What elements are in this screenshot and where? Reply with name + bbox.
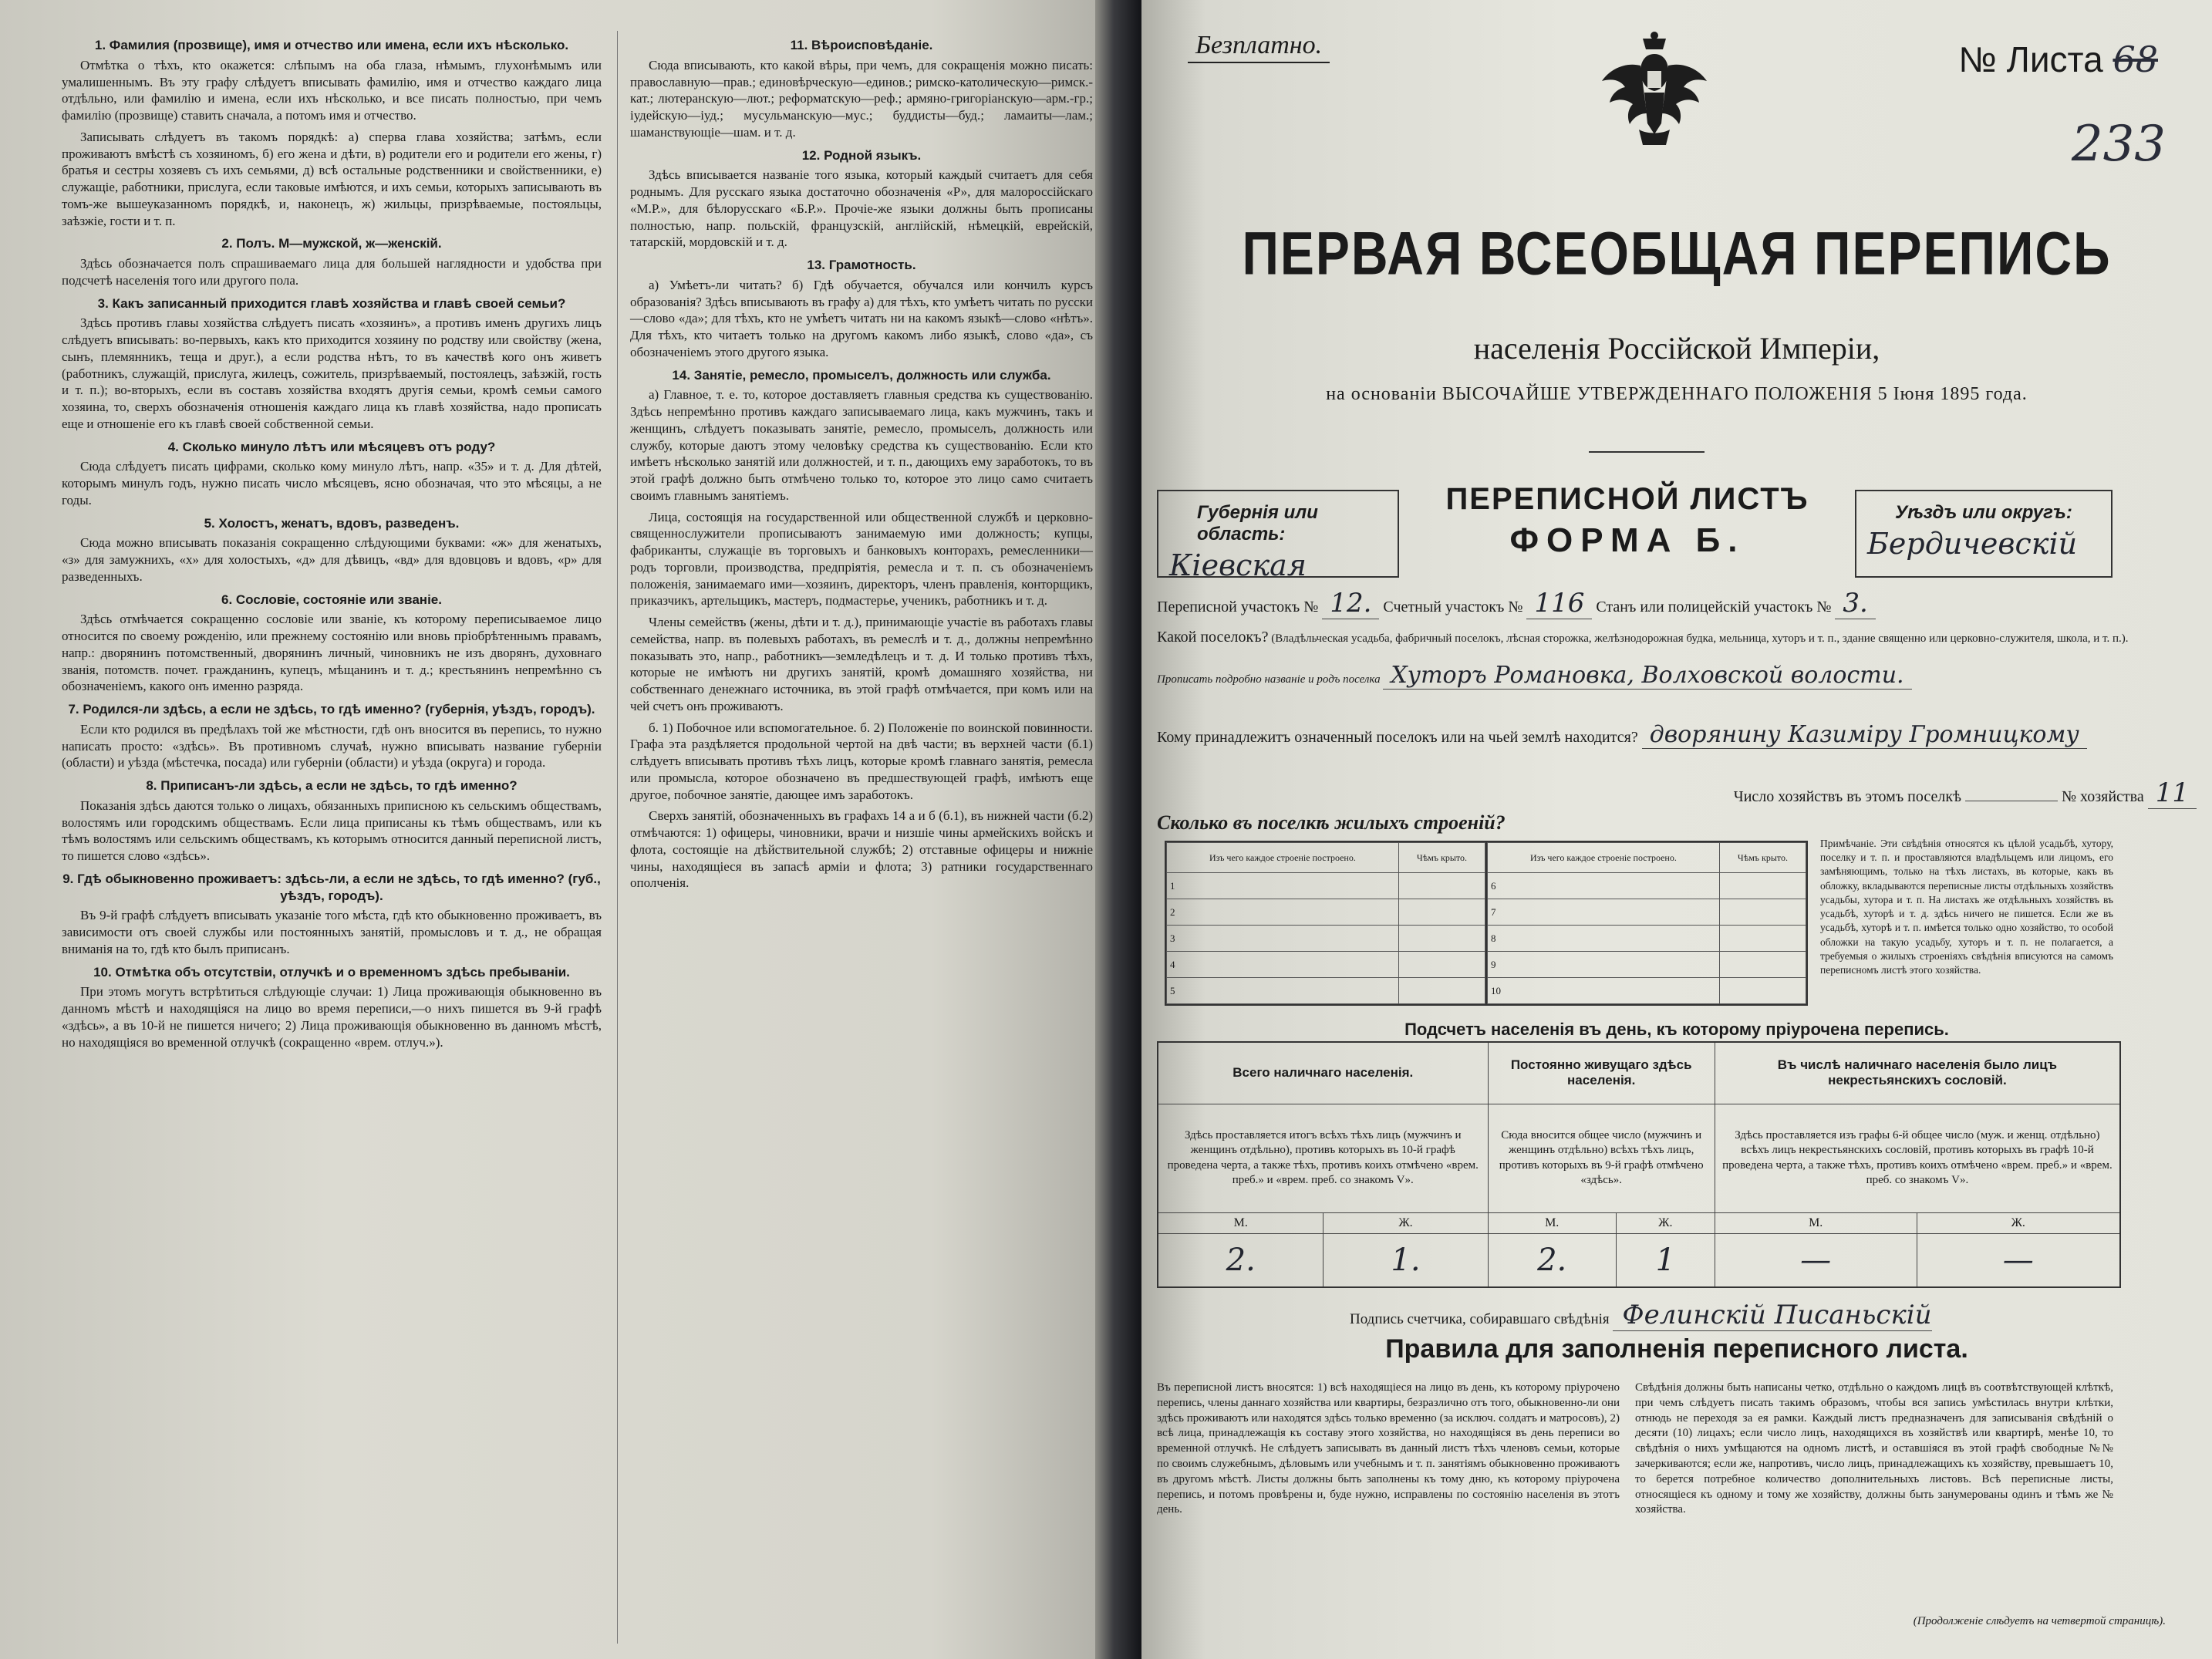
census-title: ПЕРВАЯ ВСЕОБЩАЯ ПЕРЕПИСЬ [1242,218,2112,288]
book-gutter [1095,0,1141,1659]
rule-heading: 2. Полъ. М—мужской, ж—женскій. [221,236,442,251]
census-subtitle: населенія Россійской Имперіи, [1473,331,1880,366]
row-number: 9 [1488,952,1720,978]
row-number: 4 [1167,952,1399,978]
province-value[interactable]: Кіевская [1169,548,1307,582]
rule-text: Сюда слѣдуетъ писать цифрами, сколько кому минуло лѣтъ, напр. «35» и т. д. Для дѣтей, которымъ минулъ годъ, нужно писать число мѣсяцевъ, ясно обозначая, что это мѣсяцы, а не годы. [62,459,602,507]
rule-7 [62,701,602,771]
rule-text: Здѣсь противъ главы хозяйства слѣдуетъ писать «хозяинъ», а противъ именъ другихъ лицъ слѣдуетъ вписывать: во-первыхъ, какъ кто приходится хозяину по родству или свойству (жена, сынъ, племянникъ, теща и друг.), а если родства нѣтъ, то въ качествѣ кого онъ живетъ (работникъ, служащій, прислуга, жилецъ, сожитель, призрѣваемый, постоялецъ, заѣзжій, гость и т. п.); во-вторыхъ, если въ составъ хозяйства входятъ другія семьи, кромѣ семьи самого хозяина, то, сверхъ обозначенія отношенія каждаго лица къ главѣ хозяйства, надо прописать еще и отношеніе его къ главѣ своей собственной семьи. [62,315,602,431]
present-female-value[interactable]: 1. [1323,1233,1488,1287]
rule-text: Сюда можно вписывать показанія сокращенно слѣдующими буквами: «ж» для женатыхъ, «з» для замужнихъ, «х» для холостыхъ, «д» для дѣвицъ, «вд» для вдовцовъ и вдовъ, «р» для разведенныхъ. [62,535,602,584]
settlement-answer-row [1157,662,2197,690]
row-number: 6 [1488,873,1720,899]
rule-text: Лица, состоящія на государственной или общественной службѣ и церковно-священнослужители прописываютъ занимаемую ими должность; купцы, фабриканты, служащіе въ торговыхъ и банковыхъ конторахъ, ремесленники—родъ торговли, производства, предпріятія, ремесла и т. п. съ обозначеніемъ положенія, занимаемаго ими—хозяинъ, директоръ, членъ правленія, конторщикъ, приказчикъ, артельщикъ, мастеръ, подмастерье, ученикъ, работникъ и т. д. [630,509,1093,609]
signature-value[interactable]: Фелинскій Писаньскій [1613,1300,1931,1331]
census-basis: на основаніи ВЫСОЧАЙШЕ УТВЕРЖДЕННАГО ПОЛОЖЕНІЯ 5 Іюня 1895 года. [1326,384,2028,404]
row-number: 3 [1167,926,1399,952]
buildings-row[interactable] [1167,899,1485,926]
rule-13 [630,257,1093,361]
rule-6 [62,592,602,696]
rule-text: Сюда вписывають, кто какой вѣры, при чемъ, для сокращенія можно писать: православную—прав.; единовѣрческую—единов.; римско-католическую—римск.-кат.; лютеранскую—лют.; реформатскую—реф.; армяно-григоріанскую—арм.-гр.; іудейскую—іуд.; мусульманскую—мус.; буддисты—буд.; ламаиты—лам.; шаманствующіе—шам. и т. д. [630,57,1093,140]
left-column-2 [617,31,1093,1644]
rule-heading: 8. Приписанъ-ли здѣсь, а если не здѣсь, то гдѣ именно? [146,778,518,793]
left-page-instructions [0,0,1095,1659]
row-number: 5 [1167,978,1399,1004]
buildings-row[interactable] [1167,926,1485,952]
rule-text: Если кто родился въ предѣлахъ той же мѣстности, гдѣ онъ вносится въ перепись, то нужно написать просто: «здѣсь». Въ противномъ случаѣ, нужно вписывать название губерніи (области) и уѣзда (мѣстечка, посада) или губерніи (области) и уѣзда (округа) и города. [62,721,602,770]
rule-heading: 13. Грамотность. [807,258,916,272]
buildings-col-roof: Чѣмъ крыто. [1398,843,1485,873]
rule-text: Члены семействъ (жены, дѣти и т. д.), принимающіе участіе въ работахъ главы семейства, напр. въ полевыхъ работахъ, въ ремеслѣ и т. д., должны непремѣнно показывать это, напр., работникъ—земледѣлецъ и т. д. И только противъ тѣхъ, которые не имѣютъ ни другихъ занятій, кромѣ домашняго хозяйства, ни собственнаго денежнаго источника, въ этой графѣ отмѣчается, при комъ или на чей счетъ онъ проживаютъ. [630,615,1093,713]
resident-male-value[interactable]: 2. [1488,1233,1616,1287]
rule-heading: 7. Родился-ли здѣсь, а если не здѣсь, то гдѣ именно? (губернія, уѣздъ, городъ). [68,702,595,717]
rule-text: Сверхъ занятій, обозначенныхъ въ графахъ 14 а и б (б.1), въ нижней части (б.2) отмѣчаются: 1) офицеры, чиновники, врачи и низшіе чины армейскихъ войскъ и флота, состоящіе на дѣйствительной службѣ; 2) отставные офицеры и нижніе чины, находящіеся въ запасѣ арміи и флота; 3) ратники государственнаго ополченія. [630,808,1093,891]
rules-title: Правила для заполненія переписного листа. [1385,1334,1968,1364]
rule-heading: 6. Сословіе, состояніе или званіе. [221,592,442,607]
pop-col1-head: Всего наличнаго населенія. [1158,1042,1488,1104]
rule-heading: 5. Холостъ, женатъ, вдовъ, разведенъ. [204,515,460,531]
rule-1b [62,129,602,230]
rule-text: Записывать слѣдуетъ въ такомъ порядкѣ: а) сперва глава хозяйства; затѣмъ, если проживаютъ вмѣстѣ съ хозяиномъ, б) его жена и дѣти, в) родители его и родители его жены, г) братья и сестры хозяевъ съ ихъ семьями, д) всѣ остальные родственники и свойственники, е) служащіе, работники, прислуга, если таковые имѣются, и ихъ семьи, которыхъ записывають въ томъ-же вышеуказанномъ порядкѣ, и, наконецъ, ж) жильцы, призрѣваемые, постояльцы, заѣзжіе, гости и т. п. [62,129,602,228]
rule-14e [630,808,1093,892]
census-section-value[interactable]: 12. [1322,588,1379,619]
rule-1 [62,37,602,124]
present-male-value[interactable]: 2. [1158,1233,1323,1287]
form-title-box [1415,482,1839,575]
buildings-table-right [1487,842,1806,1004]
population-table [1157,1041,2121,1288]
rule-9 [62,871,602,958]
buildings-table [1165,841,1808,1006]
rule-14 [630,367,1093,504]
rule-text: б. 1) Побочное или вспомогательное. б. 2) Положеніе по воинской повинности. Графа эта раздѣляется продольной чертой на двѣ части; въ верхней части (б.1) слѣдуетъ вписывать противъ тѣхъ лицъ, которые кромѣ главнаго занятія, ремесла или промысла, которое обозначено въ предшествующей графѣ, имѣютъ еще другое, побочное занятіе, дающее имъ заработокъ. [630,720,1093,802]
row-number: 7 [1488,899,1720,926]
buildings-row[interactable] [1167,952,1485,978]
pop-col3-head: Въ числѣ наличнаго населенія было лицъ некрестьянскихъ сословій. [1715,1042,2120,1104]
rule-heading: 1. Фамилия (прозвище), имя и отчество или имена, если ихъ нѣсколько. [94,38,569,52]
rule-text: При этомъ могутъ встрѣтиться слѣдующіе случаи: 1) Лица проживающія обыкновенно въ данномъ мѣстѣ и находящіяся на лицо во время переписи,—о нихъ пишется въ 9-й графѣ «здѣсь», а въ 10-й не пишется ничего; 2) Лица проживающія обыкновенно въ данномъ мѣстѣ, но находящіяся во временной отлучкѣ (сокращенно «врем. отлуч.»). [62,984,602,1050]
buildings-row[interactable] [1488,873,1806,899]
district-box [1855,490,2113,578]
settlement-hint-2: Прописать подробно названіе и родъ поселка [1157,673,1381,686]
left-column-1 [62,31,602,1644]
rule-4 [62,439,602,509]
signature-label: Подпись счетчика, собиравшаго свѣдѣнія [1350,1311,1610,1327]
sheet-number-label: № Листа [1958,39,2103,79]
rule-8 [62,777,602,865]
right-page-census-form [1141,0,2212,1659]
male-label: М. [1715,1212,1917,1233]
row-number: 2 [1167,899,1399,926]
rule-heading: 10. Отмѣтка объ отсутствіи, отлучкѣ и о временномъ здѣсь пребываніи. [93,964,570,980]
count-section-label: Счетный участокъ № [1383,599,1523,615]
rule-heading: 12. Родной языкъ. [801,147,922,163]
buildings-col-roof: Чѣмъ крыто. [1719,843,1806,873]
rule-3 [62,295,602,433]
rules-text-right: Свѣдѣнія должны быть написаны четко, отдѣльно о каждомъ лицѣ въ соотвѣтствующей клѣткѣ, при чемъ слѣдуетъ писать такимъ образомъ, чтобы вся запись умѣстилась внутри клѣтки, отнюдь не переходя за ея рамки. Каждый листъ предназначенъ для записыванія свѣдѣній о десяти (10) лицахъ; если число лицъ, находящихся въ хозяйствѣ или квартирѣ, менѣе 10, то свѣдѣнія о нихъ умѣщаются на одномъ листѣ, и оставшіяся въ этой графѣ свободные №№ зачеркиваются; если же, напротивъ, число лицъ, принадлежащихъ къ хозяйству, превышаетъ 10, то берется потребное количество дополнительныхъ листовъ. Всѣ переписные листы, относящіеся къ одному и тому же хозяйству, должны быть занумерованы одинъ и тѣмъ же № хозяйства. [1635,1381,2113,1516]
owner-question: Кому принадлежитъ означенный поселокъ или на чьей землѣ находится? [1157,729,1638,746]
sheet-number [1959,39,2158,80]
free-label: Безплатно. [1188,31,1330,63]
female-label: Ж. [1323,1212,1488,1233]
buildings-question: Сколько въ поселкѣ жилыхъ строеній? [1157,811,1506,834]
settlement-value[interactable]: Хуторъ Романовка, Волховской волости. [1383,662,1911,690]
buildings-row[interactable] [1488,926,1806,952]
district-label: Уѣздъ или округъ: [1895,502,2072,523]
settlement-question: Какой поселокъ? [1157,629,1269,646]
nonpeasant-male-value[interactable]: — [1715,1233,1917,1287]
rule-text: Здѣсь вписывается названіе того языка, который каждый считаетъ для себя роднымъ. Для русскаго языка достаточно обозначенія «Р», для малороссійскаго «М.Р.», для бѣлорусскаго «Б.Р.». Прочіе-же языки должны быть прописаны полностью, напр. польскій, французскій, англійскій, нѣмецкій, еврейскій, татарскій, мордовскій и т. д. [630,167,1093,250]
male-label: М. [1158,1212,1323,1233]
owner-row [1157,721,2197,749]
form-title: ПЕРЕПИСНОЙ ЛИСТЪ [1445,482,1809,516]
rule-text: Здѣсь обозначается полъ спрашиваемаго лица для большей наглядности и удобства при подсчетѣ населенія того или другого пола. [62,256,602,288]
rule-text: Въ 9-й графѣ слѣдуетъ вписывать указаніе того мѣста, гдѣ кто обыкновенно проживаетъ, въ зависимости отъ своей службы или постоянныхъ занятій, промысловъ и т. д., не обращая вниманія на то, гдѣ кто былъ приписанъ. [62,908,602,956]
rule-2 [62,235,602,288]
province-label: Губернія или область: [1197,502,1318,545]
households-row [1157,777,2197,809]
form-name: ФОРМА Б. [1509,521,1745,559]
rule-14b [630,509,1093,610]
rule-heading: 9. Гдѣ обыкновенно проживаетъ: здѣсь-ли, а если не здѣсь, то гдѣ именно? (губ., уѣздъ, городъ). [62,871,601,903]
rules-text-left: Въ переписной листъ вносятся: 1) всѣ находящіеся на лицо въ день, къ которому пріурочено перепись, члены даннаго хозяйства или квартиры, безразлично отъ того, обыкновенно-ли они здѣсь проживаютъ или находятся здѣсь только временно (за исключ. солдатъ и матросовъ), 2) всѣ лица, принадлежащія къ составу этого хозяйства, но находящіяся въ день переписи во временной отлучкѣ. Не слѣдуетъ записывать въ данный листъ тѣхъ членовъ семьи, которые по своимъ служебнымъ, дѣловымъ или учебнымъ и т. п. занятіямъ обыкновенно проживаютъ въ другомъ мѣстѣ. Листы должны быть заполнены къ тому дню, къ которому пріурочена перепись, и потомъ провѣрены и, буде нужно, исправлены по состоянію населенія въ этотъ день. [1157,1381,1620,1516]
owner-value[interactable]: дворянину Казиміру Громницкому [1642,721,2087,749]
rule-heading: 14. Занятіе, ремесло, промыселъ, должность или служба. [672,367,1051,383]
rule-text: Показанія здѣсь даются только о лицахъ, обязанныхъ приписною къ сельскимъ обществамъ, волостямъ или городскимъ обществамъ. Если лица приписаны къ тѣмъ обществамъ, или къ тѣмъ волостямъ или сельскимъ обществамъ, къ которымъ относится данный переписной листъ, то пишется слово «здѣсь». [62,797,602,863]
imperial-eagle-icon [1597,31,1712,154]
female-label: Ж. [1616,1212,1715,1233]
pop-col2-head: Постоянно живущаго здѣсь населенія. [1488,1042,1715,1104]
rule-text: а) Умѣетъ-ли читать? б) Гдѣ обучается, обучался или кончилъ курсъ образованія? Здѣсь вписывають въ графу а) для тѣхъ, кто умѣетъ читать по русски—слово «да»; для тѣхъ, кто не умѣетъ читать ни на какомъ языкѣ—слово «нѣтъ». Для тѣхъ, кто читаетъ только на другомъ какомъ либо языкѣ, слово «да», съ обозначеніемъ этого другого языка. [630,277,1093,359]
stan-value[interactable]: 3. [1835,588,1875,619]
household-no-value[interactable]: 11 [2148,777,2197,809]
handwritten-page-number: 233 [2071,116,2166,173]
rule-14d [630,720,1093,804]
rule-heading: 4. Сколько минуло лѣтъ или мѣсяцевъ отъ роду? [167,439,496,454]
rule-heading: 11. Вѣроисповѣданіе. [790,38,933,52]
male-label: М. [1488,1212,1616,1233]
population-heading: Подсчетъ населенія въ день, къ которому пріурочена перепись. [1404,1020,1949,1039]
count-section-value[interactable]: 116 [1526,588,1592,619]
pop-col3-desc: Здѣсь проставляется изъ графы 6-й общее число (муж. и женщ. отдѣльно) всѣхъ лицъ некрестьянскихъ сословій, противъ которыхъ въ графѣ 10-й проведена черта, а также тѣхъ, противъ коихъ отмѣчено «врем. преб.» и «врем. преб. со знакомъ V». [1715,1104,2120,1212]
row-number: 1 [1167,873,1399,899]
settlement-hint: (Владѣльческая усадьба, фабричный поселокъ, лѣсная сторожка, желѣзнодорожная будка, мельница, хуторъ и т. п., здание священно или церковно-служителя, школа, и т. п.). [1271,632,2129,645]
rule-11 [630,37,1093,141]
rule-text: Здѣсь отмѣчается сокращенно сословіе или званіе, къ которому переписываемое лицо относится по своему рожденію, или прежнему состоянію или вновь пріобрѣтеннымъ правамъ, напр.: дворянинъ потомственный, дворянинъ личный, чиновникъ не изъ дворянъ, духовнаго званія, потомств. почет. гражданинъ, купецъ, мѣщанинъ и т. д.; крестьянинъ непремѣнно съ обозначеніемъ, какого онъ именно разряда. [62,612,602,694]
buildings-row[interactable] [1167,978,1485,1004]
stan-label: Станъ или полицейскій участокъ № [1596,599,1832,615]
buildings-note: Примѣчаніе. Эти свѣдѣнія относятся къ цѣлой усадьбѣ, хутору, поселку и т. п. и проставляются владѣльцемъ или лицомъ, его замѣняющимъ, только на тѣхъ листахъ, въ которые, какъ въ обложку, вкладываются переписные листы отдѣльныхъ хозяйствъ усадьбы, хутора и т. п. На листахъ же отдѣльныхъ хозяйствъ въ усадьбѣ, хуторѣ и т. д. здѣсь ничего не пишется. Если же въ усадьбѣ, хуторѣ и т. п. имѣется только одно хозяйство, то особой обложки на такую усадьбу, хуторъ и т. п. не полагается, а требуемыя о жилыхъ строеніяхъ свѣдѣнія вписуются на самомъ переписномъ листѣ этого хозяйства. [1820,838,2113,976]
rule-12 [630,147,1093,251]
rule-10 [62,964,602,1051]
buildings-table-left [1166,842,1487,1004]
buildings-row[interactable] [1488,899,1806,926]
census-section-label: Переписной участокъ № [1157,599,1319,615]
household-no-label: № хозяйства [2061,788,2144,805]
buildings-row[interactable] [1167,873,1485,899]
rule-text: Отмѣтка о тѣхъ, кто окажется: слѣпымъ на оба глаза, нѣмымъ, глухонѣмымъ или умалишеннымъ. Въ эту графу слѣдуетъ вписывать фамилію, имя и отчество каждаго лица отдѣльно, или фамилію и имена, если ихъ нѣсколько, и все писать полностью, при чемъ фамилію (прозвище) ставить сначала, а потомъ имя и отчество. [62,57,602,123]
rule-text: а) Главное, т. е. то, которое доставляетъ главныя средства къ существованію. Здѣсь непремѣнно противъ каждаго записываемаго лица, какъ мужчинъ, такъ и женщинъ, слѣдуетъ показывать занятіе, ремесло, промыселъ, должность или службу, которые даютъ этому человѣку средства къ существованію. Если кто имѣетъ нѣсколько занятій или должностей, и т. п., дающихъ ему заработокъ, то въ этой графѣ должно быть отмѣчено только то, которое это лицо само считаетъ своимъ главнымъ занятіемъ. [630,387,1093,503]
pop-col1-desc: Здѣсь проставляется итогъ всѣхъ тѣхъ лицъ (мужчинъ и женщинъ отдѣльно), противъ которыхъ въ 10-й графѣ проведена черта, а также тѣхъ, противъ коихъ отмѣчено «врем. преб.» и «врем. преб. со знакомъ V». [1158,1104,1488,1212]
resident-female-value[interactable]: 1 [1616,1233,1715,1287]
settlement-question-row [1157,629,2197,646]
households-label: Число хозяйствъ въ этомъ поселкѣ [1733,788,1961,805]
buildings-row[interactable] [1488,978,1806,1004]
province-box [1157,490,1399,582]
row-number: 8 [1488,926,1720,952]
rule-5 [62,515,602,585]
female-label: Ж. [1917,1212,2120,1233]
enumerator-signature-row [1350,1300,1932,1331]
sheet-number-value: 68 [2113,39,2158,80]
rule-heading: 3. Какъ записанный приходится главѣ хозяйства и главѣ своей семьи? [97,295,566,311]
continued-note: (Продолженіе слѣдуетъ на четвертой страницѣ). [1913,1615,2166,1627]
rule-14c [630,614,1093,715]
buildings-col-material: Изъ чего каждое строеніе построено. [1488,843,1720,873]
section-numbers-row [1157,588,2197,619]
row-number: 10 [1488,978,1720,1004]
district-value[interactable]: Бердичевскій [1867,527,2078,561]
pop-col2-desc: Сюда вносится общее число (мужчинъ и женщинъ отдѣльно) всѣхъ тѣхъ лицъ, противъ которыхъ въ 9-й графѣ отмѣчено «здѣсь». [1488,1104,1715,1212]
divider [1589,451,1705,453]
buildings-col-material: Изъ чего каждое строеніе построено. [1167,843,1399,873]
nonpeasant-female-value[interactable]: — [1917,1233,2120,1287]
buildings-row[interactable] [1488,952,1806,978]
